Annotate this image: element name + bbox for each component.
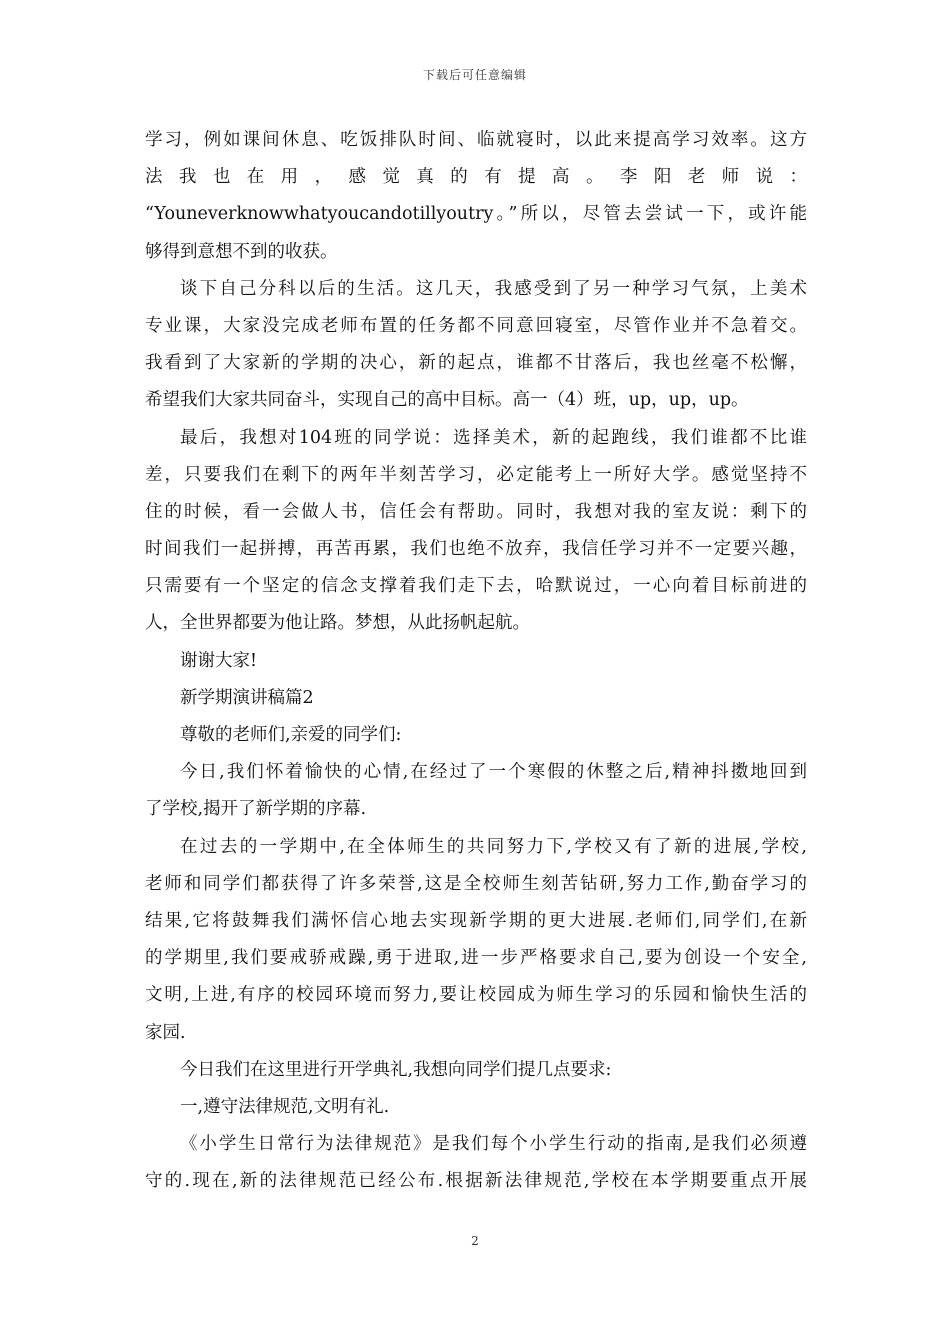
text-line: 尊敬的老师们,亲爱的同学们:: [180, 725, 402, 745]
text-line: 学习，例如课间休息、吃饭排队时间、临就寝时，以此来提高学习效率。这方: [145, 130, 807, 150]
page-header: 下载后可任意编辑: [422, 68, 527, 82]
text-line: 时间我们一起拼搏，再苦再累，我们也绝不放弃，我信任学习并不一定要兴趣，: [145, 539, 807, 560]
text-line: 文明,上进,有序的校园环境而努力,要让校园成为师生学习的乐园和愉快生活的: [145, 985, 807, 1006]
text-line: 的学期里,我们要戒骄戒躁,勇于进取,进一步严格要求自己,要为创设一个安全,: [145, 948, 807, 969]
text-line: 谈下自己分科以后的生活。这几天，我感受到了另一种学习气氛，上美术: [180, 278, 807, 299]
text-line: 希望我们大家共同奋斗，实现自己的高中目标。高一（4）班，up，up，up。: [145, 390, 749, 411]
text-line: 今日,我们怀着愉快的心情,在经过了一个寒假的休整之后,精神抖擞地回到: [180, 762, 807, 783]
text-line: 住的时候，看一会做人书，信任会有帮助。同时，我想对我的室友说：剩下的: [145, 501, 807, 522]
text-line: 新学期演讲稿篇2: [180, 687, 314, 708]
text-line: 今日我们在这里进行开学典礼,我想向同学们提几点要求:: [180, 1059, 612, 1080]
text-line: “Youneverknowwhatyoucandotillyoutry。”所以，尽管去尝试一下，或许能: [145, 204, 807, 225]
text-line: 够得到意想不到的收获。: [145, 241, 338, 262]
text-line: 在过去的一学期中,在全体师生的共同努力下,学校又有了新的进展,学校,: [180, 836, 807, 857]
text-line: 了学校,揭开了新学期的序幕.: [145, 799, 367, 820]
text-line: 人，全世界都要为他让路。梦想，从此扬帆起航。: [145, 613, 530, 634]
text-line: 专业课，大家没完成老师布置的任务都不同意回寝室，尽管作业并不急着交。: [145, 315, 807, 336]
text-line: 谢谢大家!: [180, 650, 258, 671]
page-number: 2: [471, 1234, 479, 1248]
text-line: 法我也在用，感觉真的有提高。李阳老师说：: [145, 167, 807, 188]
text-line: 我看到了大家新的学期的决心，新的起点，谁都不甘落后，我也丝毫不松懈，: [145, 353, 807, 374]
text-line: 结果,它将鼓舞我们满怀信心地去实现新学期的更大进展.老师们,同学们,在新: [145, 910, 807, 931]
document-body: [145, 122, 807, 1200]
text-line: 老师和同学们都获得了许多荣誉,这是全校师生刻苦钻研,努力工作,勤奋学习的: [145, 873, 807, 894]
text-line: 一,遵守法律规范,文明有礼.: [180, 1096, 390, 1117]
text-line: 差，只要我们在剩下的两年半刻苦学习，必定能考上一所好大学。感觉坚持不: [145, 464, 807, 485]
text-line: 家园.: [145, 1022, 186, 1043]
text-line: 《小学生日常行为法律规范》是我们每个小学生行动的指南,是我们必须遵: [180, 1134, 807, 1155]
text-line: 只需要有一个坚定的信念支撑着我们走下去，哈默说过，一心向着目标前进的: [145, 576, 807, 597]
text-line: 守的.现在,新的法律规范已经公布.根据新法律规范,学校在本学期要重点开展: [145, 1171, 807, 1192]
text-line: 最后，我想对104班的同学说：选择美术，新的起跑线，我们谁都不比谁: [180, 427, 807, 448]
